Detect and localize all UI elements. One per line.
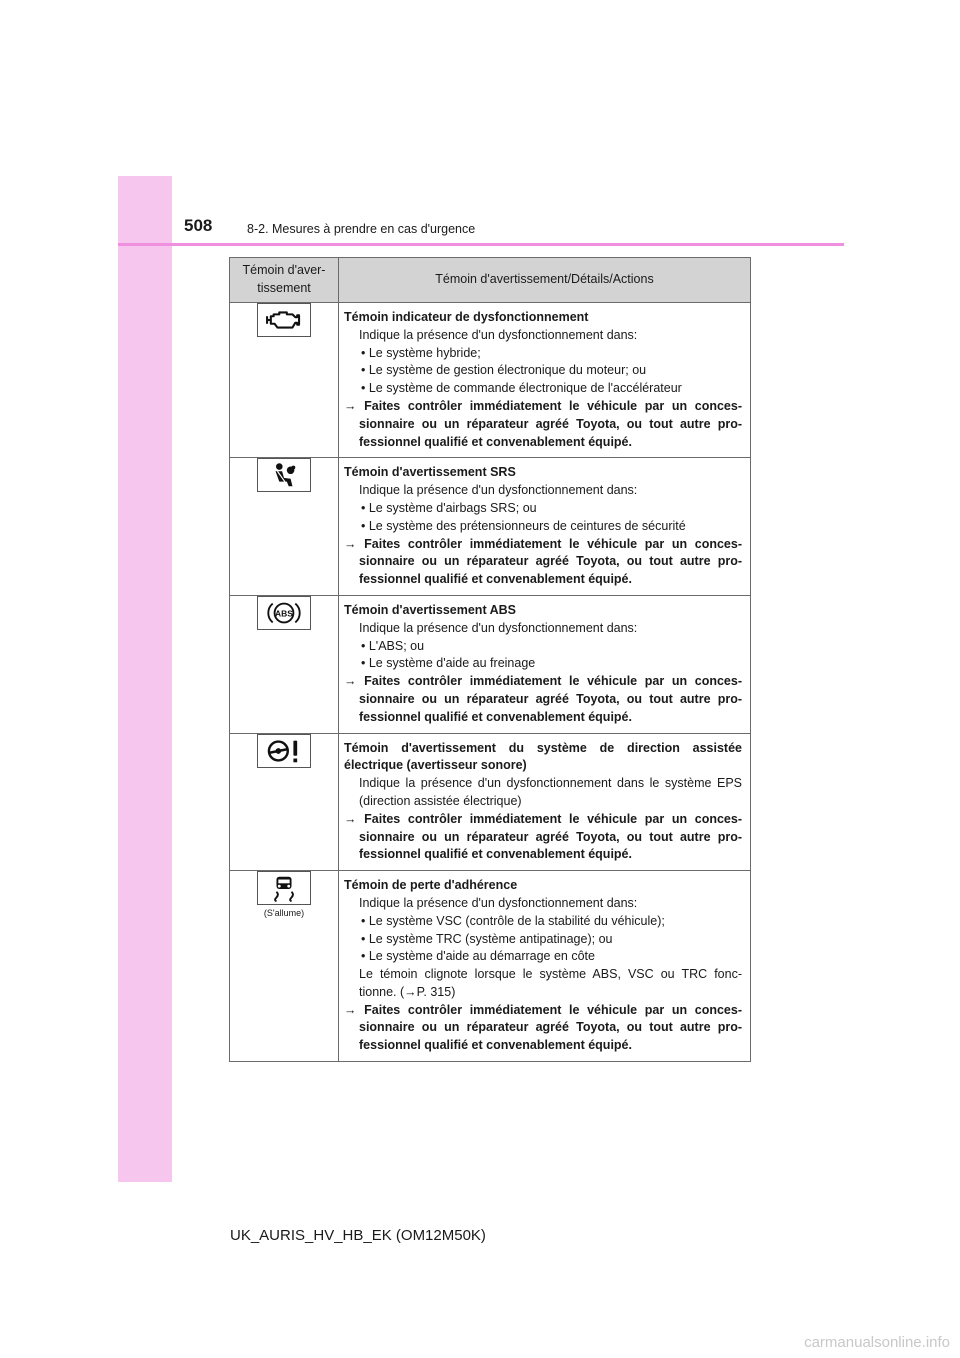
item-action: → Faites contrôler immédiatement le véhicule par un conces-sionnaire ou un réparateur agréé Toyota, ou tout autre pro-fessionnel qualifié et convenablement équipé. [344, 674, 742, 724]
icon-note: (S'allume) [263, 908, 305, 919]
manual-code: UK_AURIS_HV_HB_EK (OM12M50K) [230, 1227, 486, 1244]
table-row [230, 733, 751, 871]
item-bullet: • Le système hybride; [361, 345, 481, 360]
column-header-light: Témoin d'aver-tissement [230, 258, 339, 303]
item-bullet: • Le système TRC (système antipatinage); ou [361, 931, 613, 946]
srs-airbag-icon [257, 458, 311, 492]
item-extra-note: Le témoin clignote lorsque le système ABS, VSC ou TRC fonc-tionne. (→P. 315) [359, 967, 742, 999]
item-bullet: • Le système d'airbags SRS; ou [361, 500, 537, 515]
item-bullet: • Le système des prétensionneurs de ceintures de sécurité [361, 518, 686, 533]
item-title: Témoin d'avertissement ABS [344, 602, 517, 617]
page-number: 508 [184, 216, 213, 235]
item-intro: Indique la présence d'un dysfonctionnement dans: [359, 483, 638, 498]
item-intro: Indique la présence d'un dysfonctionnement dans le système EPS (direction assistée électrique) [359, 776, 742, 808]
side-tab-band [118, 176, 172, 1182]
watermark: carmanualsonline.info [804, 1334, 950, 1351]
item-title: Témoin de perte d'adhérence [344, 878, 518, 893]
details-cell [339, 458, 751, 596]
abs-icon [257, 596, 311, 630]
item-bullet: • Le système de gestion électronique du moteur; ou [361, 363, 647, 378]
details-cell [339, 871, 751, 1062]
item-action: → Faites contrôler immédiatement le véhicule par un conces-sionnaire ou un réparateur agréé Toyota, ou tout autre pro-fessionnel qualifié et convenablement équipé. [344, 1002, 742, 1053]
item-title: Témoin indicateur de dysfonctionnement [344, 310, 589, 324]
item-title: Témoin d'avertissement SRS [344, 465, 516, 480]
table-row [230, 871, 751, 1062]
eps-steering-icon [257, 734, 311, 768]
header-rule [118, 243, 844, 246]
icon-cell [230, 733, 339, 871]
warning-lights-table [229, 257, 751, 1062]
item-intro: Indique la présence d'un dysfonctionnement dans: [359, 327, 638, 342]
table-header-row [230, 258, 751, 303]
icon-cell [230, 303, 339, 458]
column-header-details: Témoin d'avertissement/Détails/Actions [339, 258, 751, 303]
table-row [230, 595, 751, 733]
section-title: 8-2. Mesures à prendre en cas d'urgence [247, 222, 476, 236]
item-bullet: • Le système VSC (contrôle de la stabilité du véhicule); [361, 913, 665, 928]
check-engine-icon [257, 303, 311, 337]
slip-icon-group [257, 871, 311, 919]
item-intro: Indique la présence d'un dysfonctionnement dans: [359, 620, 638, 635]
item-bullet: • Le système d'aide au démarrage en côte [361, 949, 595, 964]
details-cell [339, 733, 751, 871]
item-action: → Faites contrôler immédiatement le véhicule par un conces-sionnaire ou un réparateur agréé Toyota, ou tout autre pro-fessionnel qualifié et convenablement équipé. [344, 536, 742, 587]
details-cell [339, 595, 751, 733]
icon-cell [230, 595, 339, 733]
item-bullet: • Le système d'aide au freinage [361, 656, 536, 671]
item-bullet: • L'ABS; ou [361, 638, 425, 653]
icon-cell [230, 871, 339, 1062]
icon-cell [230, 458, 339, 596]
details-cell [339, 303, 751, 458]
svg-text:ABS: ABS [275, 608, 293, 619]
slip-indicator-icon [257, 871, 311, 905]
table-row [230, 303, 751, 458]
item-title: Témoin d'avertissement du système de direction assistée électrique (avertisseur sonore) [344, 740, 742, 773]
item-intro: Indique la présence d'un dysfonctionnement dans: [359, 895, 638, 910]
item-bullet: • Le système de commande électronique de l'accélérateur [361, 381, 682, 396]
item-action: → Faites contrôler immédiatement le véhicule par un conces-sionnaire ou un réparateur agréé Toyota, ou tout autre pro-fessionnel qualifié et convenablement équipé. [344, 398, 742, 449]
table-row [230, 458, 751, 596]
item-action: → Faites contrôler immédiatement le véhicule par un conces-sionnaire ou un réparateur agréé Toyota, ou tout autre pro-fessionnel qualifié et convenablement équipé. [344, 811, 742, 862]
